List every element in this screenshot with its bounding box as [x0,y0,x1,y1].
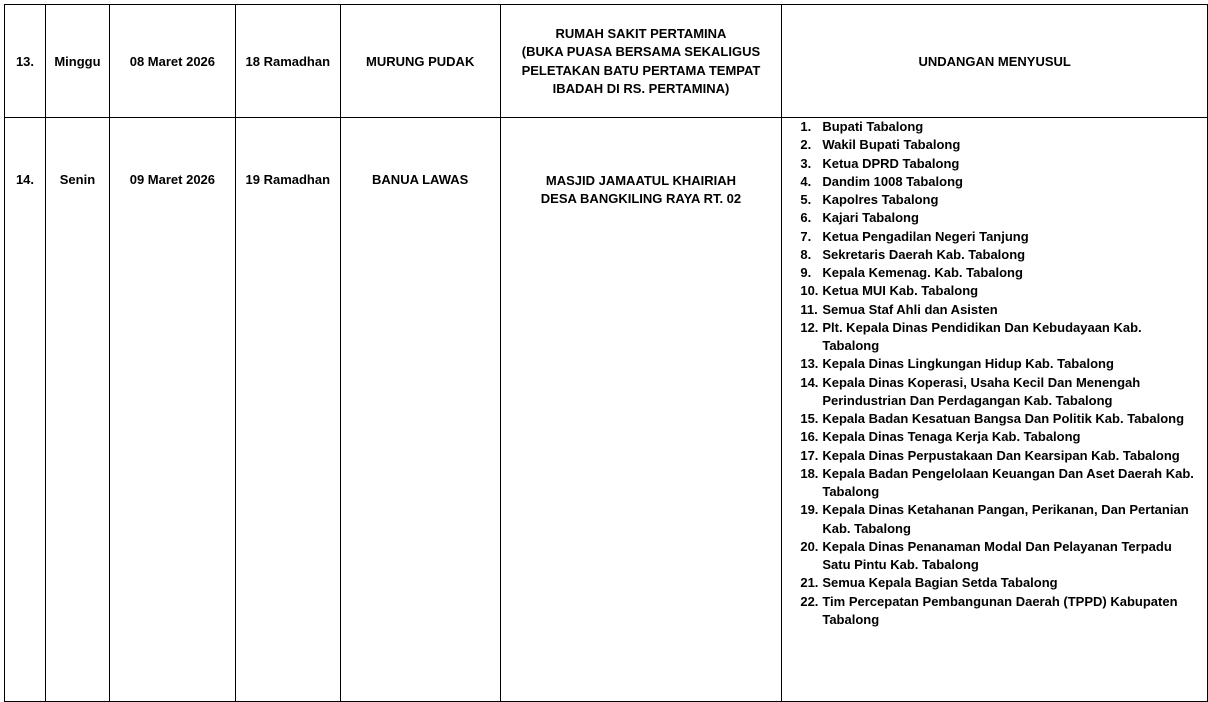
table-row [5,118,1208,702]
list-item-text: Kepala Kemenag. Kab. Tabalong [822,265,1023,280]
list-item-text: Bupati Tabalong [822,119,924,134]
list-item [800,355,1207,373]
list-item-number: 9. [800,265,812,280]
list-item [800,282,1207,300]
list-item-number: 15. [800,411,819,426]
list-item-number: 5. [800,192,812,207]
list-item-number: 17. [800,447,819,463]
invitees-cell [782,118,1208,702]
list-item-text: Ketua MUI Kab. Tabalong [822,283,979,299]
list-item [800,593,1207,630]
list-item-number: 10. [800,283,819,299]
list-item-text: Plt. Kepala Dinas Pendidikan Dan Kebudayaan Kab. Tabalong [822,319,1142,353]
list-item [800,301,1207,319]
list-item-number: 16. [800,429,819,445]
list-item [800,501,1207,538]
list-item [800,264,1207,282]
hijri-date-cell: 19 Ramadhan [235,118,340,702]
list-item-number: 13. [800,356,819,372]
list-item-text: Dandim 1008 Tabalong [822,173,963,189]
list-item-number: 19. [800,502,819,518]
row-number: 14. [5,118,46,702]
list-item [800,228,1207,246]
list-item [800,428,1207,446]
hijri-date-cell: 18 Ramadhan [235,5,340,118]
list-item [800,574,1207,592]
list-item [800,191,1207,209]
list-item-text: Ketua DPRD Tabalong [822,155,960,171]
list-item-number: 11. [800,301,818,317]
list-item-text: Kajari Tabalong [822,210,919,226]
date-cell: 09 Maret 2026 [109,118,235,702]
list-item-number: 3. [800,155,812,171]
location-line: RUMAH SAKIT PERTAMINA [555,26,727,41]
list-item-text: Kepala Dinas Koperasi, Usaha Kecil Dan Menengah Perindustrian Dan Perdagangan Kab. Tabalong [822,374,1141,408]
list-item-text: Kepala Dinas Tenaga Kerja Kab. Tabalong [822,429,1081,445]
table-row [5,5,1208,118]
list-item-text: Kepala Dinas Penanaman Modal Dan Pelayanan Terpadu Satu Pintu Kab. Tabalong [822,538,1172,572]
list-item [800,447,1207,465]
list-item [800,538,1207,575]
list-item-number: 8. [800,246,812,262]
list-item [800,410,1207,428]
day-cell: Senin [45,118,109,702]
list-item [800,465,1207,502]
list-item-number: 21. [800,575,819,591]
list-item-number: 12. [800,319,819,335]
location-line: DESA BANGKILING RAYA RT. 02 [540,191,742,206]
list-item-text: Kapolres Tabalong [822,192,939,207]
list-item-text: Semua Staf Ahli dan Asisten [822,301,998,317]
list-item-text: Tim Percepatan Pembangunan Daerah (TPPD) Kabupaten Tabalong [822,593,1178,627]
schedule-table [4,4,1208,702]
list-item-text: Kepala Badan Pengelolaan Keuangan Dan Aset Daerah Kab. Tabalong [822,465,1194,499]
location-cell [500,118,782,702]
list-item-text: Wakil Bupati Tabalong [822,137,961,153]
list-item [800,319,1207,356]
district-cell: BANUA LAWAS [340,118,500,702]
location-line: PELETAKAN BATU PERTAMA TEMPAT [521,62,761,78]
list-item-text: Semua Kepala Bagian Setda Tabalong [822,575,1058,591]
list-item-number: 14. [800,374,819,390]
list-item [800,246,1207,264]
invitee-list [782,118,1207,629]
list-item-number: 4. [800,173,812,189]
list-item-text: Ketua Pengadilan Negeri Tanjung [822,228,1029,244]
list-item-text: Kepala Dinas Perpustakaan Dan Kearsipan Kab. Tabalong [822,447,1180,463]
location-cell [500,5,782,118]
list-item-text: Kepala Badan Kesatuan Bangsa Dan Politik Kab. Tabalong [822,411,1185,426]
list-item-text: Kepala Dinas Lingkungan Hidup Kab. Tabalong [822,356,1114,372]
list-item [800,155,1207,173]
location-line: (BUKA PUASA BERSAMA SEKALIGUS [521,44,761,60]
list-item-number: 7. [800,228,812,244]
list-item [800,374,1207,411]
list-item [800,209,1207,227]
list-item-number: 6. [800,210,812,226]
district-cell: MURUNG PUDAK [340,5,500,118]
list-item [800,173,1207,191]
list-item-text: Kepala Dinas Ketahanan Pangan, Perikanan, Dan Pertanian Kab. Tabalong [822,502,1189,536]
list-item-number: 20. [800,538,819,554]
list-item-number: 18. [800,465,819,481]
list-item [800,136,1207,154]
invitees-cell: UNDANGAN MENYUSUL [782,5,1208,118]
list-item [800,118,1207,136]
list-item-text: Sekretaris Daerah Kab. Tabalong [822,246,1026,262]
row-number: 13. [5,5,46,118]
location-line: IBADAH DI RS. PERTAMINA) [552,81,730,97]
list-item-number: 22. [800,593,819,609]
day-cell: Minggu [45,5,109,118]
list-item-number: 2. [800,137,812,153]
location-line: MASJID JAMAATUL KHAIRIAH [545,173,737,188]
list-item-number: 1. [800,119,812,134]
date-cell: 08 Maret 2026 [109,5,235,118]
